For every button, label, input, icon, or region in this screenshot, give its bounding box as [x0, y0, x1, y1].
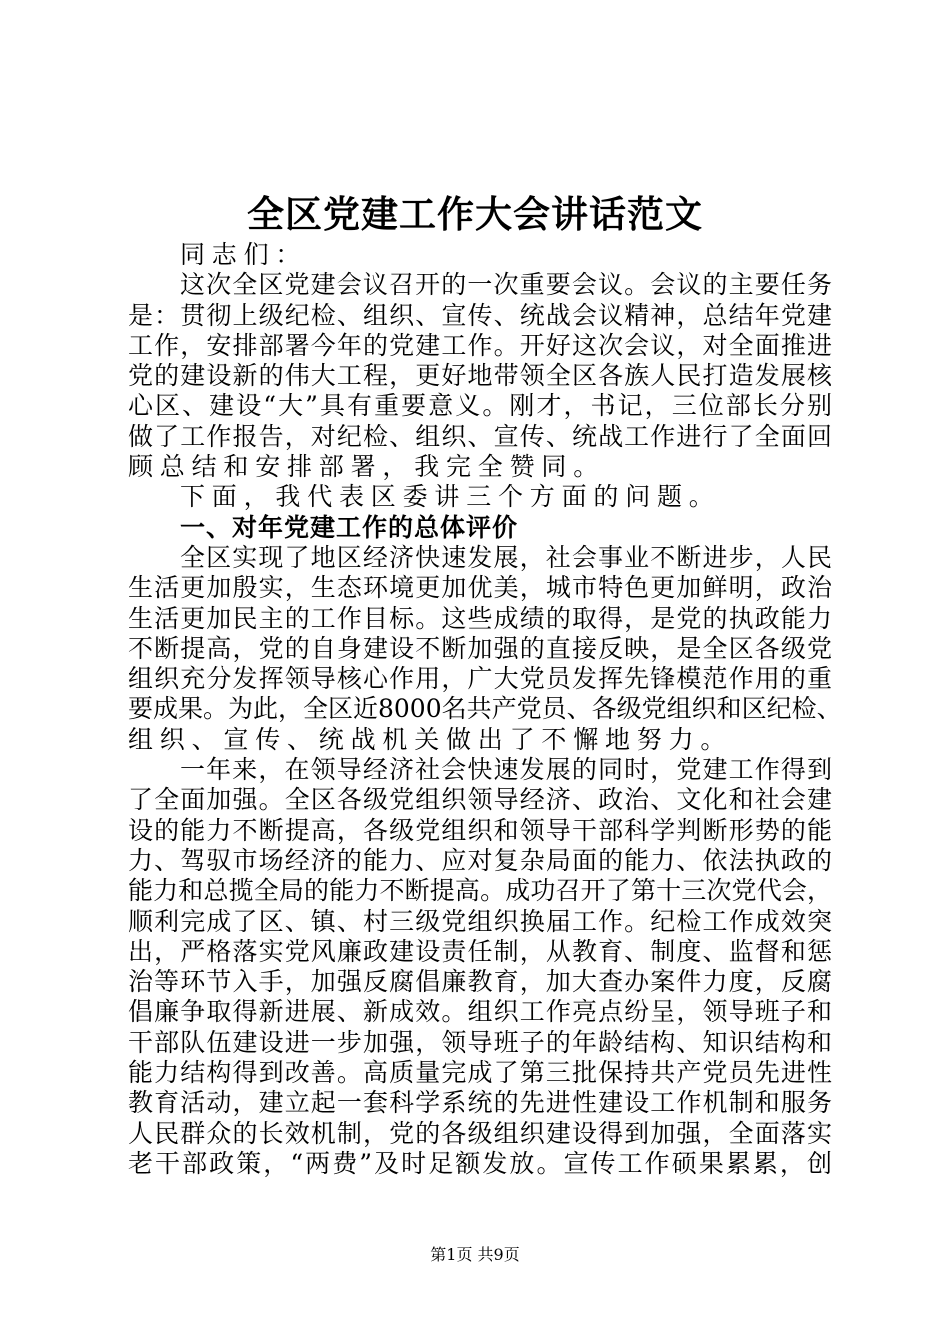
paragraph [128, 482, 832, 512]
text-line: 一年来，在领导经济社会快速发展的同时，党建工作得到 [180, 755, 832, 785]
text-line: 老干部政策，“两费”及时足额发放。宣传工作硕果累累，创 [128, 1148, 832, 1178]
text-line: 组织充分发挥领导核心作用，广大党员发挥先锋模范作用的重 [128, 664, 832, 694]
text-line: 不断提高，党的自身建设不断加强的直接反映，是全区各级党 [128, 633, 832, 663]
text-line: 组织、宣传、统战机关做出了不懈地努力。 [128, 724, 733, 754]
text-line: 下面，我代表区委讲三个方面的问题。 [180, 482, 721, 512]
text-line: 能力结构得到改善。高质量完成了第三批保持共产党员先进性 [128, 1058, 832, 1088]
section-heading [128, 513, 832, 543]
text-line: 工作，安排部署今年的党建工作。开好这次会议，对全面推进 [128, 330, 832, 360]
text-line: 生活更加殷实，生态环境更加优美，城市特色更加鲜明，政治 [128, 573, 832, 603]
document-body [128, 240, 842, 1179]
page-footer: 第1页 共9页 [430, 1245, 520, 1264]
text-line: 顺利完成了区、镇、村三级党组织换届工作。纪检工作成效突 [128, 906, 832, 936]
text-line: 同志们： [180, 240, 308, 269]
text-line: 党的建设新的伟大工程，更好地带领全区各族人民打造发展核 [128, 361, 832, 391]
text-line: 治等环节入手，加强反腐倡廉教育，加大查办案件力度，反腐 [128, 967, 832, 997]
text-line: 心区、建设“大”具有重要意义。刚才，书记，三位部长分别 [128, 391, 832, 421]
text-line: 力、驾驭市场经济的能力、应对复杂局面的能力、依法执政的 [128, 845, 832, 875]
paragraph [128, 542, 842, 755]
text-line: 做了工作报告，对纪检、组织、宣传、统战工作进行了全面回 [128, 421, 832, 451]
text-line: 全区实现了地区经济快速发展，社会事业不断进步，人民 [180, 542, 832, 572]
text-line: 顾总结和安排部署，我完全赞同。 [128, 452, 606, 482]
paragraph [128, 240, 832, 270]
text-line: 教育活动，建立起一套科学系统的先进性建设工作机制和服务 [128, 1088, 832, 1118]
text-line: 出，严格落实党风廉政建设责任制，从教育、制度、监督和惩 [128, 936, 832, 966]
text-line: 设的能力不断提高，各级党组织和领导干部科学判断形势的能 [128, 815, 832, 845]
text-line: 这次全区党建会议召开的一次重要会议。会议的主要任务 [180, 270, 832, 300]
text-line: 倡廉争取得新进展、新成效。组织工作亮点纷呈，领导班子和 [128, 997, 832, 1027]
text-line: 能力和总揽全局的能力不断提高。成功召开了第十三次党代会， [128, 876, 832, 906]
text-line: 一、对年党建工作的总体评价 [180, 512, 519, 542]
document-title: 全区党建工作大会讲话范文 [247, 193, 703, 236]
text-line: 了全面加强。全区各级党组织领导经济、政治、文化和社会建 [128, 785, 832, 815]
text-line: 人民群众的长效机制，党的各级组织建设得到加强，全面落实 [128, 1118, 832, 1148]
text-line: 干部队伍建设进一步加强，领导班子的年龄结构、知识结构和 [128, 1027, 832, 1057]
text-line: 生活更加民主的工作目标。这些成绩的取得，是党的执政能力 [128, 603, 832, 633]
text-line: 是：贯彻上级纪检、组织、宣传、统战会议精神，总结年党建 [128, 300, 832, 330]
paragraph [128, 755, 832, 1179]
paragraph [128, 270, 832, 482]
text-line: 要成果。为此，全区近8000名共产党员、各级党组织和区纪检、 [128, 694, 842, 724]
